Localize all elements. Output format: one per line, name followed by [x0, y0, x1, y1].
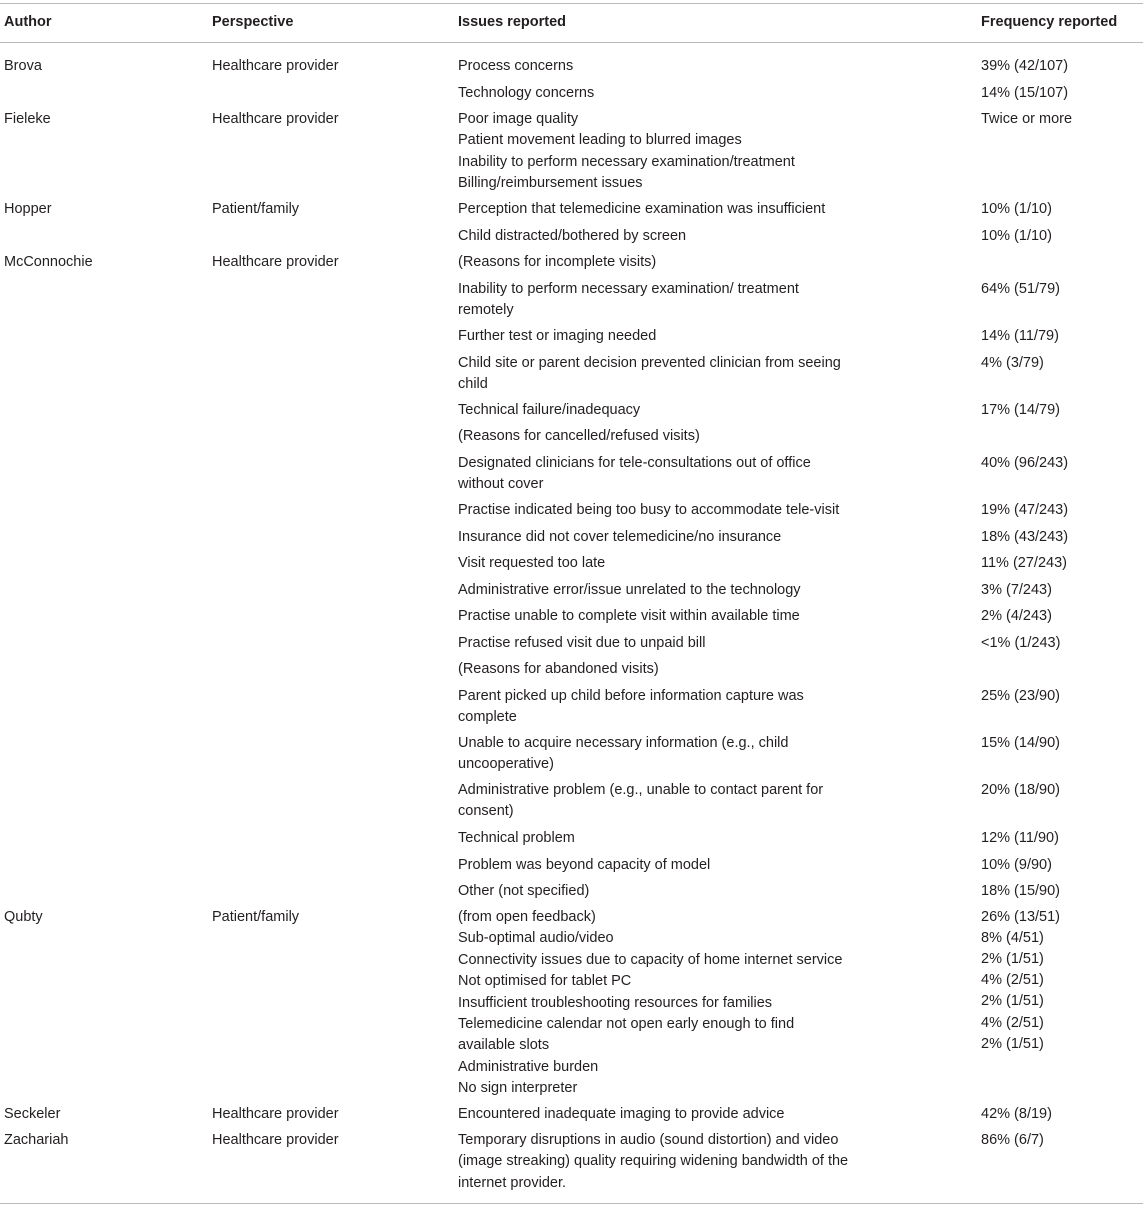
cell-frequency: 10% (1/10)	[981, 228, 1052, 244]
cell-issue: Patient movement leading to blurred images	[458, 132, 742, 149]
cell-issue: Further test or imaging needed	[458, 328, 657, 344]
cell-issue: Administrative burden	[458, 1058, 599, 1075]
cell-issue: Other (not specified)	[458, 883, 590, 899]
cell-frequency: 4% (2/51)	[981, 1014, 1044, 1031]
cell-issue: Parent picked up child before information capture was	[458, 688, 804, 704]
cell-frequency: 20% (18/90)	[981, 782, 1060, 798]
cell-frequency: 2% (4/243)	[981, 608, 1052, 624]
cell-issue: Process concerns	[458, 58, 574, 74]
cell-perspective: Healthcare provider	[212, 254, 339, 270]
cell-frequency: 15% (14/90)	[981, 735, 1060, 751]
cell-issue: remotely	[458, 302, 514, 319]
cell-frequency: 2% (1/51)	[981, 951, 1044, 968]
cell-issue: Designated clinicians for tele-consultations out of office	[458, 455, 811, 471]
cell-issue: child	[458, 376, 488, 393]
cell-frequency: 14% (15/107)	[981, 85, 1069, 101]
cell-issue: No sign interpreter	[458, 1080, 578, 1097]
cell-perspective: Patient/family	[212, 909, 300, 925]
header-frequency: Frequency reported	[981, 14, 1118, 30]
cell-frequency: 42% (8/19)	[981, 1106, 1052, 1122]
cell-frequency: 12% (11/90)	[981, 830, 1059, 846]
cell-issue: Sub-optimal audio/video	[458, 930, 614, 947]
cell-frequency: 18% (15/90)	[981, 883, 1060, 899]
cell-issue: Billing/reimbursement issues	[458, 175, 643, 192]
cell-frequency: 2% (1/51)	[981, 993, 1044, 1010]
cell-frequency: <1% (1/243)	[981, 635, 1061, 651]
cell-author: Hopper	[4, 201, 52, 217]
cell-frequency: 8% (4/51)	[981, 930, 1044, 947]
cell-issue: Administrative problem (e.g., unable to contact parent for	[458, 782, 824, 798]
cell-frequency: 2% (1/51)	[981, 1035, 1044, 1052]
cell-issue: Administrative error/issue unrelated to the technology	[458, 582, 801, 598]
cell-issue: internet provider.	[458, 1174, 567, 1191]
cell-issue: Practise unable to complete visit within available time	[458, 608, 800, 624]
cell-frequency: Twice or more	[981, 111, 1073, 127]
cell-issue: Unable to acquire necessary information (e.g., child	[458, 735, 789, 751]
cell-issue: Technical problem	[458, 830, 575, 846]
cell-frequency: 4% (3/79)	[981, 355, 1044, 371]
cell-issue: Insufficient troubleshooting resources for families	[458, 994, 773, 1011]
cell-issue: Connectivity issues due to capacity of home internet service	[458, 951, 843, 968]
header-perspective: Perspective	[212, 14, 294, 30]
cell-issue: Insurance did not cover telemedicine/no insurance	[458, 529, 782, 545]
cell-issue: Inability to perform necessary examination/treatment	[458, 153, 795, 170]
cell-frequency: 14% (11/79)	[981, 328, 1059, 344]
cell-issue: Child site or parent decision prevented clinician from seeing	[458, 355, 841, 371]
cell-issue: (Reasons for incomplete visits)	[458, 254, 657, 270]
cell-issue: Problem was beyond capacity of model	[458, 857, 711, 873]
cell-issue: (Reasons for abandoned visits)	[458, 661, 659, 677]
cell-issue: Practise refused visit due to unpaid bill	[458, 635, 706, 651]
cell-issue: Telemedicine calendar not open early enough to find	[458, 1016, 795, 1032]
cell-frequency: 11% (27/243)	[981, 555, 1067, 571]
cell-author: McConnochie	[4, 254, 93, 270]
cell-perspective: Healthcare provider	[212, 1132, 339, 1148]
cell-frequency: 26% (13/51)	[981, 909, 1060, 925]
cell-issue: available slots	[458, 1037, 550, 1054]
cell-frequency: 4% (2/51)	[981, 972, 1044, 989]
cell-frequency: 25% (23/90)	[981, 688, 1060, 704]
header-author: Author	[4, 14, 52, 30]
cell-issue: Perception that telemedicine examination was insufficient	[458, 201, 826, 217]
cell-issue: Encountered inadequate imaging to provide advice	[458, 1106, 785, 1122]
cell-frequency: 10% (1/10)	[981, 201, 1052, 217]
cell-frequency: 18% (43/243)	[981, 529, 1069, 545]
cell-issue: consent)	[458, 803, 514, 820]
cell-author: Zachariah	[4, 1132, 69, 1148]
cell-issue: Poor image quality	[458, 111, 579, 127]
header-rule	[0, 42, 1143, 43]
table-top-rule	[0, 3, 1143, 4]
cell-issue: Not optimised for tablet PC	[458, 973, 632, 990]
cell-issue: Technical failure/inadequacy	[458, 402, 641, 418]
cell-author: Brova	[4, 58, 42, 74]
cell-perspective: Healthcare provider	[212, 58, 339, 74]
cell-issue: complete	[458, 709, 517, 726]
cell-frequency: 10% (9/90)	[981, 857, 1052, 873]
cell-issue: (from open feedback)	[458, 909, 596, 925]
table-bottom-rule	[0, 1203, 1143, 1204]
cell-issue: Visit requested too late	[458, 555, 606, 571]
cell-frequency: 17% (14/79)	[981, 402, 1060, 418]
cell-author: Fieleke	[4, 111, 51, 127]
cell-issue: Child distracted/bothered by screen	[458, 228, 687, 244]
cell-issue: Inability to perform necessary examination/ treatment	[458, 281, 799, 297]
cell-perspective: Healthcare provider	[212, 1106, 339, 1122]
cell-issue: without cover	[458, 476, 544, 493]
cell-frequency: 39% (42/107)	[981, 58, 1069, 74]
cell-frequency: 40% (96/243)	[981, 455, 1069, 471]
cell-frequency: 86% (6/7)	[981, 1132, 1044, 1148]
header-issues: Issues reported	[458, 14, 566, 30]
cell-author: Qubty	[4, 909, 43, 925]
cell-issue: (image streaking) quality requiring widening bandwidth of the	[458, 1153, 849, 1170]
cell-frequency: 3% (7/243)	[981, 582, 1052, 598]
cell-author: Seckeler	[4, 1106, 61, 1122]
cell-frequency: 19% (47/243)	[981, 502, 1069, 518]
cell-issue: Technology concerns	[458, 85, 595, 101]
cell-perspective: Healthcare provider	[212, 111, 339, 127]
cell-frequency: 64% (51/79)	[981, 281, 1060, 297]
cell-issue: (Reasons for cancelled/refused visits)	[458, 428, 700, 444]
cell-issue: uncooperative)	[458, 756, 554, 773]
cell-issue: Practise indicated being too busy to accommodate tele-visit	[458, 502, 840, 518]
cell-issue: Temporary disruptions in audio (sound distortion) and video	[458, 1132, 839, 1148]
cell-perspective: Patient/family	[212, 201, 300, 217]
